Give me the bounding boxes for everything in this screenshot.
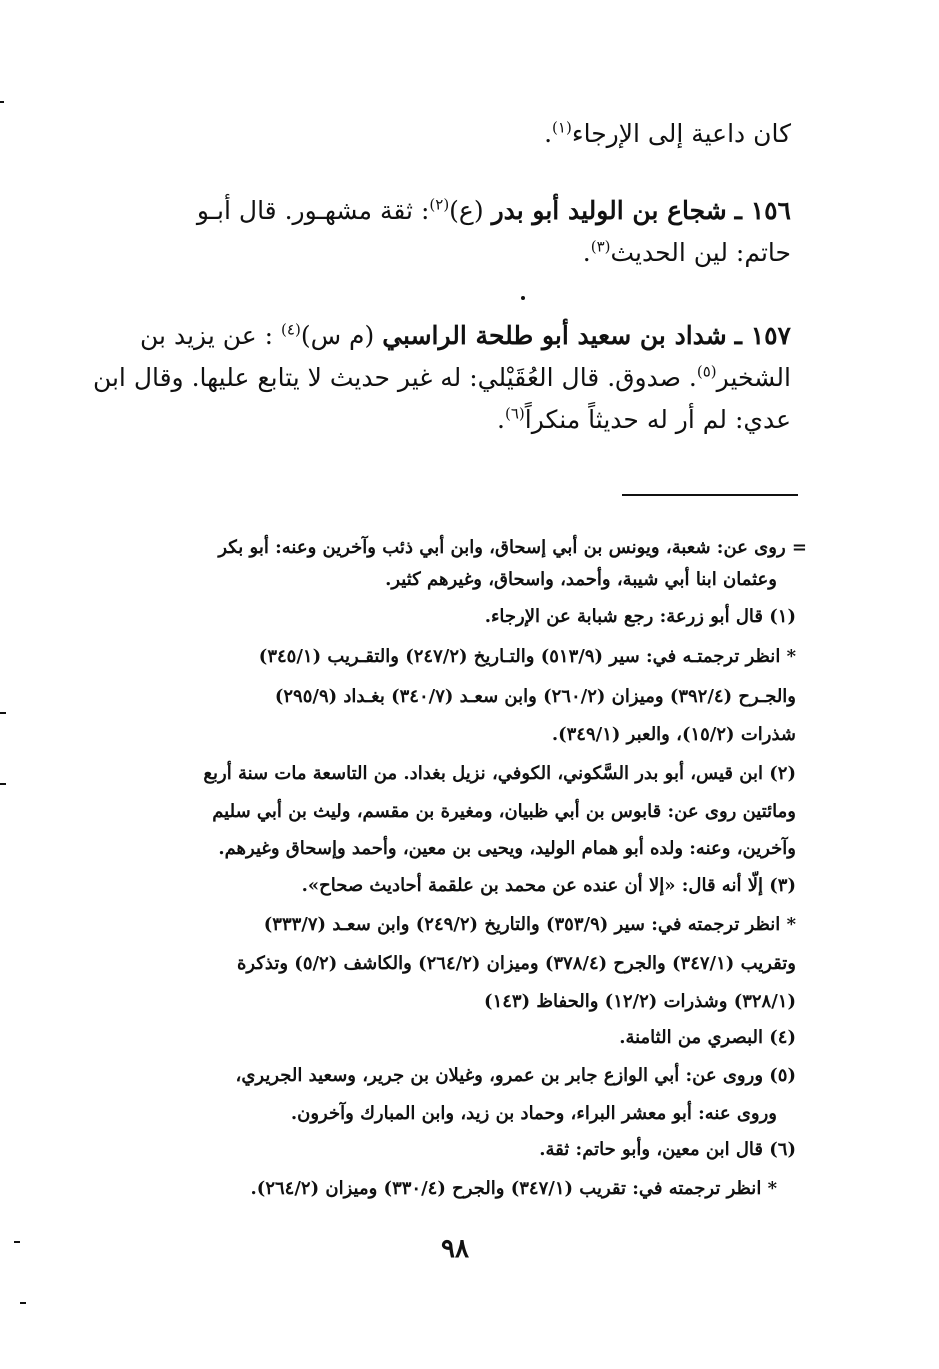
footnote-ref: (٣) bbox=[590, 237, 611, 256]
footnote-line: (٦) قال ابن معين، وأبو حاتم: ثقة. bbox=[539, 1139, 796, 1160]
rijal-code: (م س) bbox=[300, 321, 375, 350]
main-text: كان داعية إلى الإرجاء bbox=[571, 119, 791, 148]
main-text: حاتم: لين الحديث bbox=[610, 238, 791, 267]
footnote-line: (٣) إلّا أنه قال: «إلا أن عنده عن محمد بن علقمة أحاديث صحاح». bbox=[301, 875, 796, 896]
page-number: ٩٨ bbox=[441, 1234, 469, 1264]
footnote-line: (١) قال أبو زرعة: رجع شبابة عن الإرجاء. bbox=[484, 606, 796, 627]
footnote-ref: (١) bbox=[552, 118, 572, 137]
scan-mark bbox=[0, 712, 6, 714]
footnote-ref: (٤) bbox=[281, 320, 301, 339]
footnote-line: * انظر ترجمته في: سير (٣٥٣/٩) والتاريخ (٢٤٩/٢) وابن سعـد (٣٣٣/٧) bbox=[263, 914, 796, 935]
footnote-line: * انظر ترجمتـه في: سير (٥١٣/٩) والتـاريخ (٢٤٧/٢) والتقـريب (٣٤٥/١) bbox=[258, 646, 796, 667]
main-line-1: كان داعية إلى الإرجاء$^{(١)}$. bbox=[544, 118, 791, 148]
scan-mark bbox=[0, 783, 6, 785]
footnote-line: وعثمان ابنا أبي شيبة، وأحمد، واسحاق، وغيرهم كثير. bbox=[385, 569, 777, 590]
entry-157-line-1 bbox=[108, 315, 791, 357]
entry-157-line-2 bbox=[92, 357, 791, 399]
entry-156-line-1 bbox=[108, 190, 791, 232]
footnote-line: (٢) ابن قيس، أبو بدر السَّكوني، الكوفي، نزيل بغداد. من التاسعة مات سنة أربع bbox=[203, 763, 796, 784]
entry-number: ١٥٧ ـ bbox=[734, 321, 791, 350]
scan-mark bbox=[20, 1302, 26, 1304]
rijal-code: (ع) bbox=[449, 196, 484, 225]
footnote-ref: (٥) bbox=[696, 362, 717, 381]
scan-mark bbox=[14, 1241, 20, 1243]
main-text: . صدوق. قال العُقَيْلي: له غير حديث لا يتابع عليها. وقال ابن bbox=[92, 363, 697, 392]
entry-157-line-3: عدي: لم أر له حديثاً منكراً$^{(٦)}$. bbox=[497, 404, 791, 434]
footnote-line: * انظر ترجمته في: تقريب (٣٤٧/١) والجرح (٣٣٠/٤) وميزان (٢٦٤/٢). bbox=[250, 1178, 777, 1199]
footnote-line: وتقريب (٣٤٧/١) والجرح (٣٧٨/٤) وميزان (٢٦٤/٢) والكاشف (٥/٢) وتذكرة bbox=[236, 953, 796, 974]
footnote-line: (٤) البصري من الثامنة. bbox=[619, 1027, 796, 1048]
footnote-line: وآخرين، وعنه: ولده أبو همام الوليد، ويحيى بن معين، وأحمد وإسحاق وغيرهم. bbox=[218, 838, 796, 859]
footnote-line: = روى عن: شعبة، ويونس بن أبي إسحاق، وابن أبي ذئب وآخرين وعنه: أبو بكر bbox=[218, 537, 807, 558]
main-text: عدي: لم أر له حديثاً منكراً bbox=[524, 405, 791, 434]
main-text: : ثقة مشهـور. قال أبـو bbox=[196, 196, 430, 225]
footnote-ref: (٢) bbox=[429, 195, 450, 214]
footnote-separator bbox=[622, 494, 798, 496]
ink-dot bbox=[521, 296, 525, 300]
main-text: الشخير bbox=[716, 363, 791, 392]
footnote-line: شذرات (١٥/٢)، والعبر (٣٤٩/١). bbox=[551, 724, 796, 745]
footnote-line: والجـرح (٣٩٢/٤) وميزان (٢٦٠/٢) وابن سعـد (٣٤٠/٧) بغـداد (٢٩٥/٩) bbox=[274, 686, 796, 707]
scan-mark bbox=[0, 101, 4, 103]
main-text: : عن يزيد بن bbox=[140, 321, 274, 350]
entry-name: شداد بن سعيد أبو طلحة الراسبي bbox=[382, 321, 727, 350]
footnote-ref: (٦) bbox=[504, 404, 525, 423]
entry-156-line-2: حاتم: لين الحديث$^{(٣)}$. bbox=[582, 237, 791, 267]
footnote-line: ومائتين روى عن: قابوس بن أبي ظبيان، ومغيرة بن مقسم، وليث بن أبي سليم bbox=[212, 801, 796, 822]
footnote-line: وروى عنه: أبو معشر البراء، وحماد بن زيد، وابن المبارك وآخرون. bbox=[290, 1103, 777, 1124]
entry-number: ١٥٦ ـ bbox=[734, 196, 791, 225]
footnote-line: (٣٢٨/١) وشذرات (١٢/٢) والحفاظ (١٤٣) bbox=[484, 991, 796, 1012]
footnote-line: (٥) وروى عن: أبي الوازع جابر بن عمرو، وغيلان بن جرير، وسعيد الجريري، bbox=[235, 1065, 796, 1086]
entry-name: شجاع بن الوليد أبو بدر bbox=[491, 196, 727, 225]
